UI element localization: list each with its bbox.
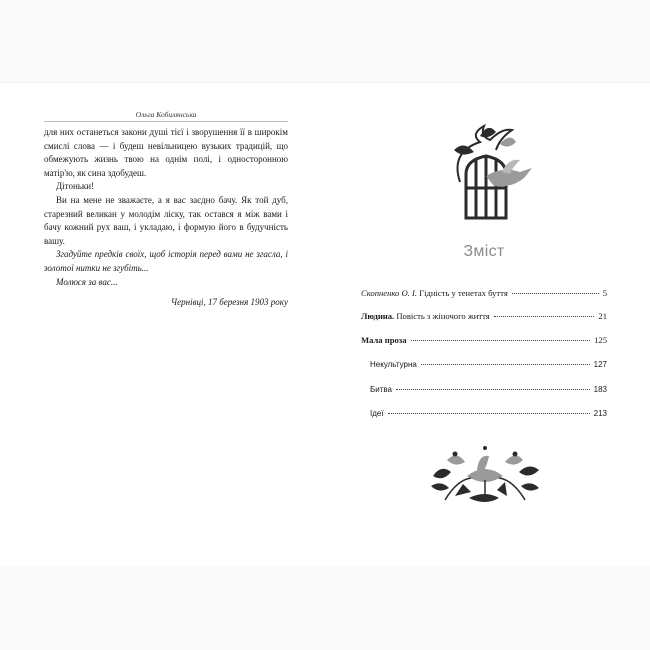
- toc-leader-dots: [421, 356, 590, 365]
- toc-entry-label: Некультурна: [370, 360, 417, 369]
- paragraph: Ви на мене не зважаєте, а я вас заєдно бачу. Як той дуб, старезний великан у молодім ліску, так остався я між вами і бачу кожний рух ваш, і укладаю, і формую його в будучність вашу.: [44, 194, 288, 246]
- toc-subentry[interactable]: [370, 358, 607, 372]
- toc-entry[interactable]: [361, 310, 607, 324]
- floral-ornament-icon: [427, 440, 543, 512]
- toc-entry-label: Битва: [370, 385, 392, 394]
- body-text: [44, 126, 288, 310]
- paragraph: Дітоньки!: [56, 181, 95, 192]
- signature-line: Чернівці, 17 березня 1903 року: [170, 297, 288, 308]
- running-head: Ольга Кобилянська: [135, 110, 197, 119]
- paragraph: для них останеться закони душі тієї і зворушення її в широкім смислі слова — і будеш невільницею вузьких традицій, що обмежують жизнь твою на однім полі, і односторонною матір'ю, як сина здобудеш.: [44, 127, 288, 178]
- paragraph: Молюся за вас...: [56, 276, 118, 287]
- bottom-margin: [0, 567, 650, 650]
- toc-title: Зміст: [463, 243, 505, 260]
- toc-page-number: 5: [602, 288, 607, 298]
- toc-leader-dots: [411, 332, 591, 341]
- toc-entry[interactable]: [361, 334, 607, 348]
- birdcage-ornament-icon: [450, 122, 536, 226]
- top-margin: [0, 0, 650, 82]
- toc-leader-dots: [388, 405, 590, 414]
- toc-page-number: 127: [593, 360, 607, 369]
- toc-page-number: 213: [593, 409, 607, 418]
- toc-leader-dots: [396, 381, 590, 390]
- running-head-rule: [44, 121, 288, 122]
- toc-entry[interactable]: [361, 287, 607, 301]
- toc-entry-label: Скопненко О. І. Гідність у тенетах буття: [361, 288, 508, 298]
- toc-subentry[interactable]: [370, 383, 607, 397]
- toc-leader-dots: [494, 308, 595, 317]
- toc-page-number: 183: [593, 385, 607, 394]
- paragraph: Згадуйте предків своїх, щоб історія перед вами не згасла, і золотої нитки не згубіть...: [44, 249, 288, 273]
- toc-leader-dots: [512, 285, 599, 294]
- toc-entry-label: Ідеї: [370, 409, 384, 418]
- toc-page-number: 125: [594, 335, 607, 345]
- toc-page-number: 21: [598, 311, 607, 321]
- toc-entry-label: Людина. Повість з жіночого життя: [361, 311, 490, 321]
- toc-subentry[interactable]: [370, 407, 607, 421]
- toc-entry-label: Мала проза: [361, 335, 407, 345]
